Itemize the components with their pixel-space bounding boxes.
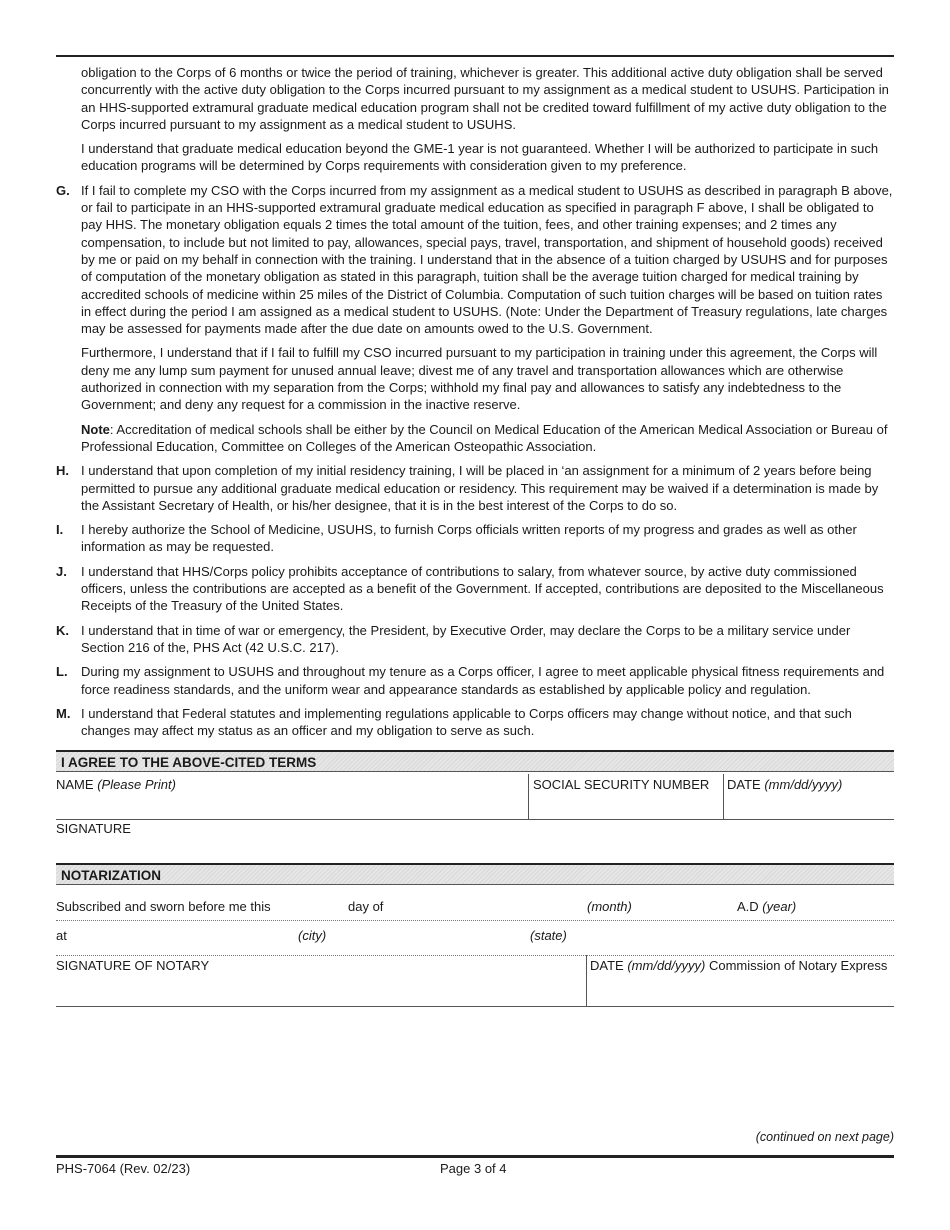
item-m-text: I understand that Federal statutes and implementing regulations applicable to Corps officers may change without notice, and that such changes may affect my status as an officer and my obligation to serve as such. — [81, 705, 852, 739]
notary-bottom-rule — [56, 1006, 894, 1007]
day-of-label: day of — [348, 899, 384, 914]
at-label: at — [56, 928, 67, 943]
item-h-text: I understand that upon completion of my initial residency training, I will be placed in ‘an assignment for a minimum of 2 years before being permitted to pursue any additional graduate medical education or residency. This requirement may be waived if a determination is made by the Assistant Secretary of Health, or his/her designee, that it is in the best interest of the Corps to do so. — [81, 463, 879, 513]
notary-signature-label: SIGNATURE OF NOTARY — [56, 958, 210, 973]
date-label: DATE — [727, 777, 761, 792]
item-k-text: I understand that in time of war or emergency, the President, by Executive Order, may declare the Corps to be a military service under Section 216 of the, PHS Act (42 U.S.C. 217). — [81, 622, 851, 655]
item-letter: M. — [56, 705, 71, 721]
field-divider — [586, 955, 587, 1006]
ad-label: A.D — [737, 899, 759, 914]
continued-note: (continued on next page) — [755, 1130, 894, 1144]
ssn-field[interactable] — [533, 774, 723, 819]
month-label: (month) — [587, 899, 632, 914]
date-field[interactable] — [727, 774, 894, 819]
form-page — [56, 0, 894, 1230]
continuation-paragraph-1: obligation to the Corps of 6 months or twice the period of training, whichever is greater. This additional active duty obligation shall be served concurrently with the active duty obligation to the Corps incurred pursuant to my assignment as a medical student to USUHS. Participation in an HHS-supported extramural graduate medical education program shall not be credited toward fulfillment of my active duty obligation to the Corps incurred pursuant to my assignment as a medical student to USUHS. — [81, 65, 889, 132]
item-g-paragraph-1: If I fail to complete my CSO with the Corps incurred from my assignment as a medical student to USUHS as described in paragraph B above, or fail to participate in an HHS-supported extramural graduate medical education as specified in paragraph F above, I shall be obligated to pay HHS. The monetary obligation equals 2 times the total amount of the tuition, fees, and other training expenses; and 2 times any compensation, to include but not limited to pay, allowances, special pays, travel, transportation, and shipment of household goods) received by me or paid on my behalf in connection with the training. I understand that in the absence of a tuition charged by USUHS and for purposes of computation of the monetary obligation as stated in this paragraph, tuition shall be the average tuition charged for medical training by accredited schools of medicine within 25 miles of the District of Columbia. Computation of such tuition charges will be based on tuition rates in effect during the period I am assigned as a medical student to USUHS. (Note: Under the Department of Treasury regulations, late charges may be assessed for payments made after the due date on amounts owed to the U.S. Government. — [81, 182, 893, 337]
item-g-paragraph-2: Furthermore, I understand that if I fail to fulfill my CSO incurred pursuant to my participation in training under this agreement, the Corps will deny me any lump sum payment for unused annual leave; divest me of any travel and transportation allowances which are otherwise authorized in connection with my separation from the Corps; withhold my final pay and allowances to satisfy any indebtedness to the Government; and deny any request for a commission in the inactive reserve. — [81, 345, 878, 413]
state-label: (state) — [530, 928, 567, 943]
continuation-paragraph-2: I understand that graduate medical education beyond the GME-1 year is not guaranteed. Whether I will be authorized to participate in such education programs will be determined by Corps requirements with consideration given to my preference. — [81, 141, 879, 174]
year-field-label — [737, 899, 796, 914]
item-letter: K. — [56, 622, 69, 638]
ssn-label: SOCIAL SECURITY NUMBER — [533, 777, 710, 792]
notarization-header: NOTARIZATION — [56, 863, 894, 885]
agree-fields-row — [56, 774, 894, 819]
footer-divider — [56, 1155, 894, 1158]
term-item-j — [56, 563, 894, 615]
name-field[interactable] — [56, 774, 528, 819]
item-i-text: I hereby authorize the School of Medicine, USUHS, to furnish Corps officials written reports of my progress and grades as well as other information as may be requested. — [81, 522, 857, 555]
notary-date-field[interactable] — [590, 955, 894, 1006]
note-text: : Accreditation of medical schools shall be either by the Council on Medical Education of the American Medical Association or Bureau of Professional Education, Committee on Colleges of the American Osteopathic Association. — [81, 421, 888, 454]
date-hint: (mm/dd/yyyy) — [764, 777, 843, 792]
notary-date-hint: (mm/dd/yyyy) — [627, 958, 706, 973]
page-number: Page 3 of 4 — [440, 1161, 507, 1176]
agree-section-header: I AGREE TO THE ABOVE-CITED TERMS — [56, 750, 894, 772]
item-j-text: I understand that HHS/Corps policy prohibits acceptance of contributions to salary, from whatever source, by active duty commissioned officers, unless the contributions are accepted as a benefit of the Government. If accepted, contributions are deposited to the Miscellaneous Receipts of the Treasury of the United States. — [81, 563, 884, 614]
item-l-text: During my assignment to USUHS and throughout my tenure as a Corps officer, I agree to meet applicable physical fitness requirements and force readiness standards, and the uniform wear and appearance standards as established by applicable policy and regulation. — [81, 664, 885, 697]
top-divider — [56, 55, 894, 57]
name-hint: (Please Print) — [97, 777, 176, 792]
term-item-m — [56, 705, 894, 740]
item-letter: G. — [56, 182, 70, 198]
signature-field[interactable] — [56, 818, 894, 862]
term-item-h — [56, 462, 894, 514]
city-label: (city) — [298, 928, 327, 943]
item-letter: J. — [56, 563, 67, 579]
subscribed-label: Subscribed and sworn before me this — [56, 899, 271, 914]
notary-signature-field[interactable] — [56, 955, 586, 1006]
year-label: (year) — [762, 899, 797, 914]
note-label: Note — [81, 421, 110, 437]
form-id: PHS-7064 (Rev. 02/23) — [56, 1161, 191, 1176]
name-label: NAME — [56, 777, 94, 792]
term-item-i — [56, 521, 894, 556]
notary-date-label: DATE — [590, 958, 624, 973]
item-g-note — [81, 421, 894, 456]
signature-label: SIGNATURE — [56, 821, 131, 836]
item-letter: L. — [56, 664, 68, 680]
date-blank-line[interactable] — [56, 920, 894, 921]
term-item-l — [56, 663, 894, 698]
term-item-k — [56, 622, 894, 657]
terms-content — [56, 64, 894, 746]
term-item-g — [56, 182, 894, 455]
field-divider — [723, 774, 724, 819]
item-letter: I. — [56, 522, 64, 538]
field-divider — [528, 774, 529, 819]
item-letter: H. — [56, 463, 69, 479]
commission-label: Commission of Notary Express — [708, 958, 888, 973]
